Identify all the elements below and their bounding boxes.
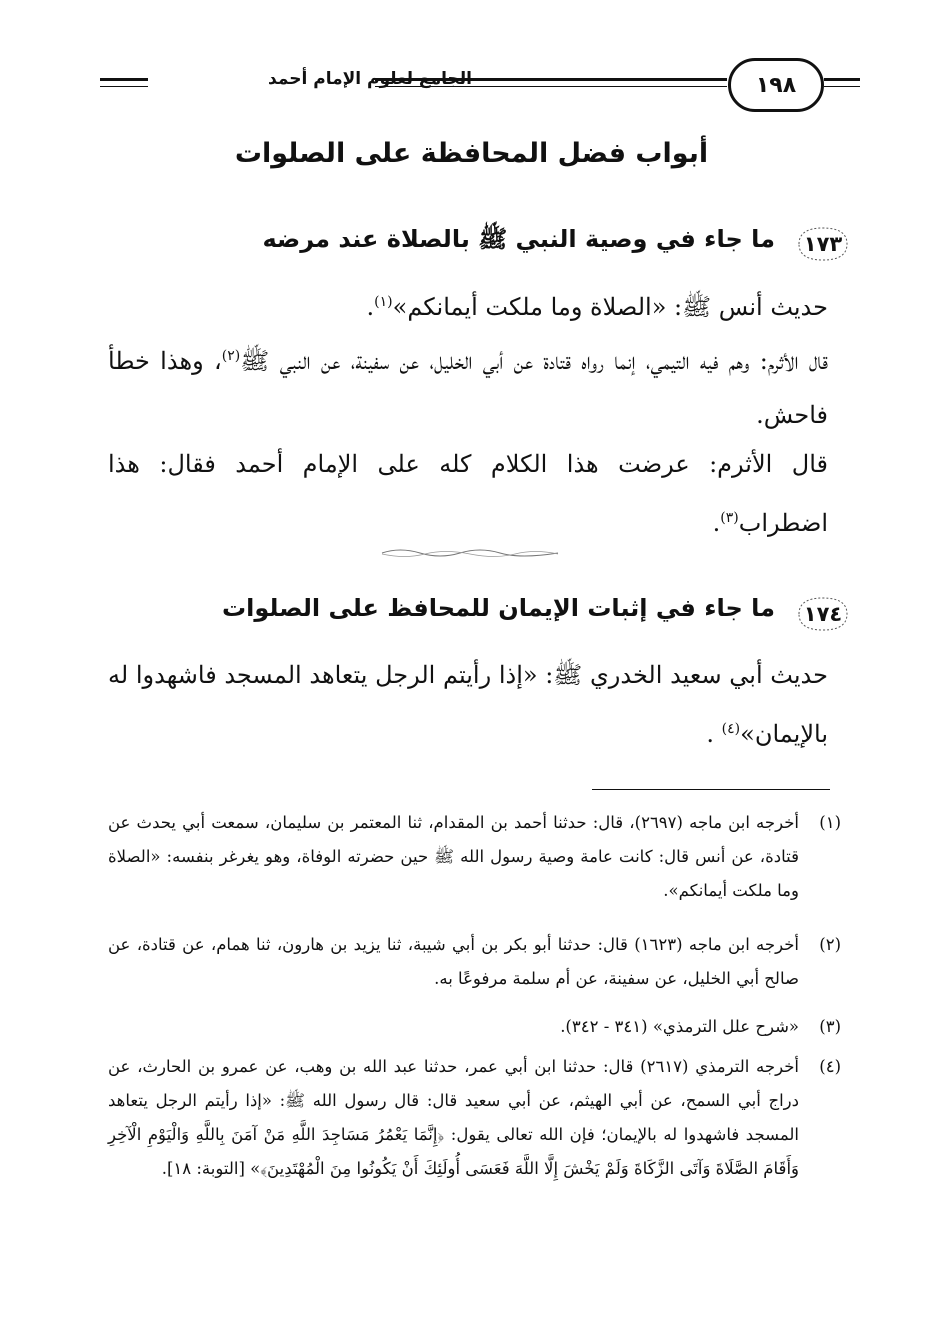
section-number-badge [793,592,853,636]
footnote [108,806,841,908]
footnote-number: (٣) [819,1017,841,1036]
header-rule-left-thin [100,86,148,87]
header-rule-mid [375,78,727,81]
header-rule-right [824,78,860,81]
section-number-badge [793,222,853,266]
section-heading-174 [113,592,853,644]
footnote-text: أخرجه الترمذي (٢٦١٧) قال: حدثنا ابن أبي عمر، حدثنا عبد الله بن وهب، عن عمرو بن الحارث، عن دراج أبي السمح، عن أبي الهيثم، عن أبي سعيد قال: قال رسول الله ﷺ: «إذا رأيتم الرجل يتعاهد المسجد فاشهدوا له بالإيمان؛ فإن الله تعالى يقول: ﴿إِنَّمَا يَعْمُرُ مَسَاجِدَ اللَّهِ مَنْ آمَنَ بِاللَّهِ وَالْيَوْمِ الْآخِرِ وَأَقَامَ الصَّلَاةَ وَآتَى الزَّكَاةَ وَلَمْ يَخْشَ إِلَّا اللَّهَ فَعَسَى أُولَئِكَ أَنْ يَكُونُوا مِنَ الْمُهْتَدِينَ﴾» [التوبة: ١٨]. [108,1057,799,1178]
footnote-text: أخرجه ابن ماجه (٢٦٩٧)، قال: حدثنا أحمد بن المقدام، ثنا المعتمر بن سليمان، سمعت أبي يحدث عن قتادة، عن أنس قال: كانت عامة وصية رسول الله ﷺ حين حضرته الوفاة، وهو يغرغر بنفسه: «الصلاة وما ملكت أيمانكم». [108,813,799,900]
section-heading-173 [113,222,853,274]
footnote [108,928,841,996]
footnote-text: «شرح علل الترمذي» (٣٤١ - ٣٤٢). [560,1017,799,1036]
paragraph: قال الأثرم: وهم فيه التيمي، إنما رواه قتادة عن أبي الخليل، عن سفينة، عن النبي ﷺ$^{(٢)}$، وهذا خطأ فاحش. [108,347,828,429]
footnote-number: (١) [819,813,841,832]
section-number: ١٧٣ [803,232,843,256]
footnote [108,1050,841,1186]
section-number: ١٧٤ [803,602,843,626]
divider-ornament-icon [380,547,560,559]
header-rule-mid-thin [375,86,727,87]
running-title: الجامع لعلوم الإمام أحمد [268,69,472,89]
footnote [108,1010,841,1044]
footnote-separator [592,789,830,790]
footnote-number: (٢) [819,935,841,954]
footnote-ref: (١) [374,294,393,310]
footnote-ref: (٢) [221,348,241,364]
footnote-ref: (٤) [721,721,741,737]
section-title: ما جاء في وصية النبي ﷺ بالصلاة عند مرضه [262,225,775,253]
page-number-badge [728,58,824,112]
chapter-title: أبواب فضل المحافظة على الصلوات [234,138,709,169]
footnote-number: (٤) [819,1057,841,1076]
header-rule-left [100,78,148,81]
page-number: ١٩٨ [755,72,797,98]
footnote-text: أخرجه ابن ماجه (١٦٢٣) قال: حدثنا أبو بكر بن أبي شيبة، ثنا يزيد بن هارون، ثنا همام، عن قتادة، عن صالح أبي الخليل، عن سفينة، عن أم سلمة مرفوعًا به. [108,935,799,988]
section-title: ما جاء في إثبات الإيمان للمحافظ على الصلوات [222,594,775,622]
header-rule-right-thin [824,86,860,87]
running-header [100,58,860,118]
footnote-ref: (٣) [720,510,739,526]
paragraph: حديث أبي سعيد الخدري ﷺ: «إذا رأيتم الرجل يتعاهد المسجد فاشهدوا له بالإيمان»$^{(٤)}$ . [108,661,828,748]
paragraph: قال الأثرم: عرضت هذا الكلام كله على الإمام أحمد فقال: هذا اضطراب$^{(٣)}$. [108,450,828,537]
paragraph: حديث أنس ﷺ: «الصلاة وما ملكت أيمانكم»$^{(١)}$. [366,293,828,321]
